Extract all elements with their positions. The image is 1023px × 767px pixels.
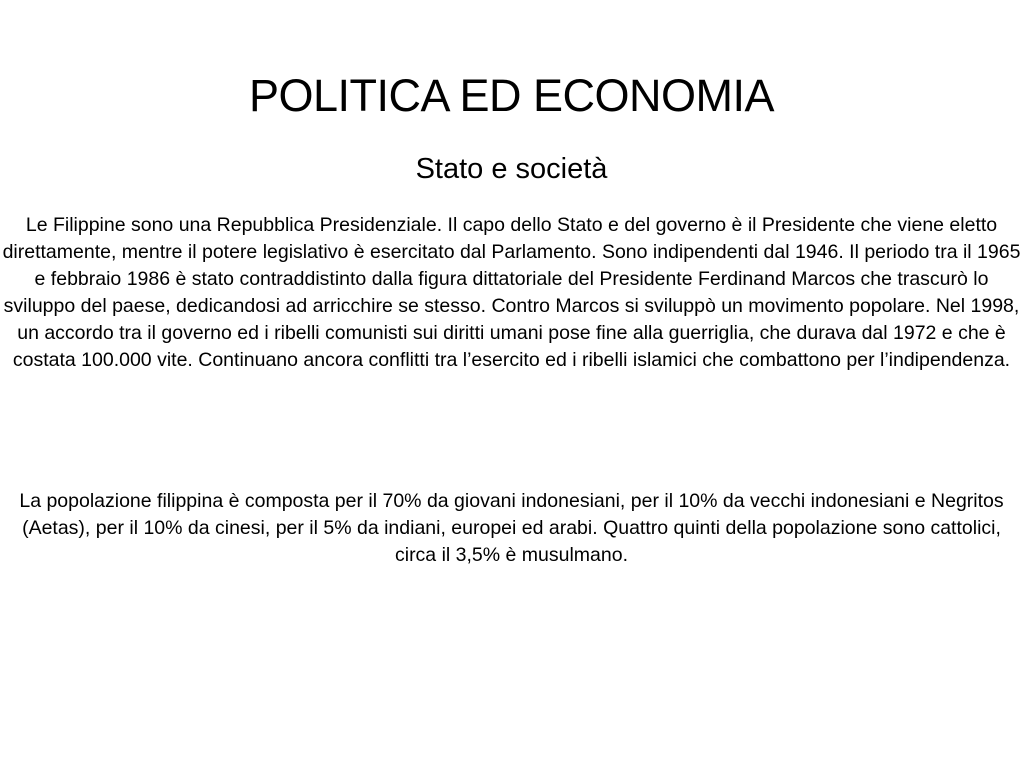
- paragraph-population: La popolazione filippina è composta per il 70% da giovani indonesiani, per il 10% da vecchi indonesiani e Negritos (Aetas), per il 10% da cinesi, per il 5% da indiani, europei ed arabi. Quattro quinti della popolazione sono cattolici, circa il 3,5% è musulmano.: [19, 490, 1004, 566]
- slide-title: POLITICA ED ECONOMIA: [248, 70, 775, 121]
- slide-subtitle: Stato e società: [415, 153, 608, 185]
- paragraph-politics: Le Filippine sono una Repubblica Presidenziale. Il capo dello Stato e del governo è il Presidente che viene eletto direttamente, mentre il potere legislativo è esercitato dal Parlamento. Sono indipendenti dal 1946. Il periodo tra il 1965 e febbraio 1986 è stato contraddistinto dalla figura dittatoriale del Presidente Ferdinand Marcos che trascurò lo sviluppo del paese, dedicandosi ad arricchire se stesso. Contro Marcos si sviluppò un movimento popolare. Nel 1998, un accordo tra il governo ed i ribelli comunisti sui diritti umani pose fine alla guerriglia, che durava dal 1972 e che è costata 100.000 vite. Continuano ancora conflitti tra l’esercito ed i ribelli islamici che combattono per l’indipendenza.: [2, 214, 1021, 371]
